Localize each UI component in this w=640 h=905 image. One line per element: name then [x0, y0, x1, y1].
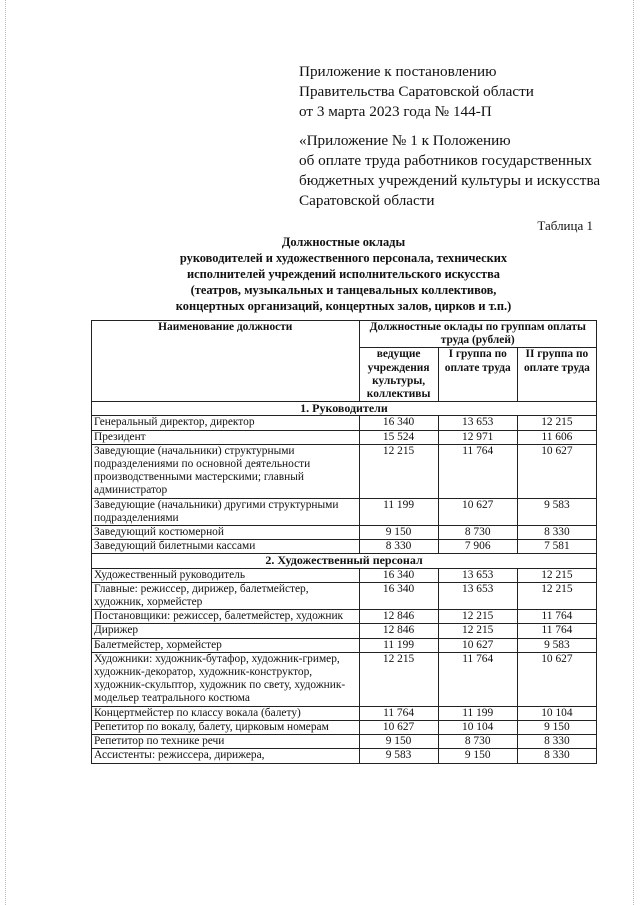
salary-group-2: 8 330 — [517, 526, 596, 540]
position-name: Генеральный директор, директор — [92, 416, 360, 430]
section-row — [92, 402, 597, 416]
group-1-header: I группа по оплате труда — [438, 348, 517, 402]
salary-group-1: 11 764 — [438, 652, 517, 706]
salary-group-1: 10 104 — [438, 720, 517, 734]
salary-group-2: 10 104 — [517, 706, 596, 720]
salary-leading: 16 340 — [359, 582, 438, 609]
section-title: 2. Художественный персонал — [92, 554, 597, 568]
table-row — [92, 735, 597, 749]
table-row — [92, 416, 597, 430]
position-name: Репетитор по технике речи — [92, 735, 360, 749]
salary-group-1: 13 653 — [438, 582, 517, 609]
table-row — [92, 568, 597, 582]
table-row — [92, 652, 597, 706]
salary-group-1: 11 199 — [438, 706, 517, 720]
table-row — [92, 720, 597, 734]
table-row — [92, 706, 597, 720]
table-row — [92, 624, 597, 638]
salary-group-1: 8 730 — [438, 526, 517, 540]
scan-left-edge — [5, 0, 7, 905]
salary-leading: 15 524 — [359, 430, 438, 444]
position-name: Дирижер — [92, 624, 360, 638]
position-name: Заведующий билетными кассами — [92, 540, 360, 554]
title-line: руководителей и художественного персонала, технических — [179, 251, 508, 265]
position-name: Постановщики: режиссер, балетмейстер, художник — [92, 610, 360, 624]
salary-groups-header: Должностные оклады по группам оплаты труда (рублей) — [359, 321, 597, 348]
table-row — [92, 638, 597, 652]
table-number-label: Таблица 1 — [537, 218, 593, 233]
position-name: Концертмейстер по классу вокала (балету) — [92, 706, 360, 720]
salary-leading: 12 846 — [359, 624, 438, 638]
salary-leading: 9 583 — [359, 749, 438, 763]
appendix-reference — [299, 131, 600, 211]
salary-group-2: 7 581 — [517, 540, 596, 554]
salary-group-1: 10 627 — [438, 498, 517, 525]
appendix-line: бюджетных учреждений культуры и искусства — [299, 172, 601, 189]
appendix-line: Саратовской области — [299, 192, 435, 209]
salary-group-2: 12 215 — [517, 582, 596, 609]
salary-group-2: 11 606 — [517, 430, 596, 444]
salary-group-1: 10 627 — [438, 638, 517, 652]
salary-group-1: 8 730 — [438, 735, 517, 749]
position-name: Главные: режиссер, дирижер, балетмейстер, художник, хормейстер — [92, 582, 360, 609]
header-line: Правительства Саратовской области — [299, 83, 534, 100]
table-row — [92, 582, 597, 609]
table-row — [92, 430, 597, 444]
salary-leading: 8 330 — [359, 540, 438, 554]
salary-leading: 16 340 — [359, 416, 438, 430]
table-row — [92, 444, 597, 498]
salary-leading: 16 340 — [359, 568, 438, 582]
header-line: Приложение к постановлению — [299, 63, 497, 80]
appendix-line: «Приложение № 1 к Положению — [299, 132, 511, 149]
salary-group-2: 8 330 — [517, 735, 596, 749]
salary-group-2: 9 150 — [517, 720, 596, 734]
position-name: Художники: художник-бутафор, художник-гример, художник-декоратор, художник-конструктор, художник-скульптор, художник по свету, художник-модельер театрального костюма — [92, 652, 360, 706]
salary-group-2: 9 583 — [517, 638, 596, 652]
leading-institutions-header: ведущие учреждения культуры, коллективы — [359, 348, 438, 402]
table-row — [92, 610, 597, 624]
table-row — [92, 540, 597, 554]
salary-leading: 9 150 — [359, 526, 438, 540]
salary-leading: 12 215 — [359, 652, 438, 706]
salary-group-2: 8 330 — [517, 749, 596, 763]
salary-leading: 11 199 — [359, 638, 438, 652]
table-row — [92, 749, 597, 763]
position-name: Балетмейстер, хормейстер — [92, 638, 360, 652]
appendix-line: об оплате труда работников государственных — [299, 152, 592, 169]
table-header-row — [92, 321, 597, 348]
title-line: (театров, музыкальных и танцевальных коллективов, — [190, 283, 497, 297]
salary-group-1: 13 653 — [438, 568, 517, 582]
salary-leading: 9 150 — [359, 735, 438, 749]
position-name: Президент — [92, 430, 360, 444]
salary-group-2: 12 215 — [517, 416, 596, 430]
position-name: Заведующие (начальники) структурными подразделениями по основной деятельности производственными мастерскими; главный администратор — [92, 444, 360, 498]
salary-leading: 10 627 — [359, 720, 438, 734]
salary-leading: 12 846 — [359, 610, 438, 624]
header-line: от 3 марта 2023 года № 144-П — [299, 103, 492, 120]
salary-group-1: 11 764 — [438, 444, 517, 498]
salary-table — [91, 320, 597, 764]
title-line: Должностные оклады — [281, 235, 406, 249]
salary-group-1: 12 215 — [438, 610, 517, 624]
resolution-reference — [299, 62, 534, 122]
position-column-header: Наименование должности — [92, 321, 360, 402]
position-name: Художественный руководитель — [92, 568, 360, 582]
salary-group-1: 12 971 — [438, 430, 517, 444]
salary-group-2: 12 215 — [517, 568, 596, 582]
title-line: концертных организаций, концертных залов, цирков и т.п.) — [175, 299, 512, 313]
salary-leading: 11 199 — [359, 498, 438, 525]
salary-group-1: 12 215 — [438, 624, 517, 638]
position-name: Ассистенты: режиссера, дирижера, — [92, 749, 360, 763]
salary-leading: 12 215 — [359, 444, 438, 498]
scan-right-edge — [633, 0, 635, 905]
salary-group-1: 13 653 — [438, 416, 517, 430]
position-name: Заведующий костюмерной — [92, 526, 360, 540]
table-title — [92, 234, 595, 314]
salary-group-2: 10 627 — [517, 444, 596, 498]
position-name: Репетитор по вокалу, балету, цирковым номерам — [92, 720, 360, 734]
position-name: Заведующие (начальники) другими структурными подразделениями — [92, 498, 360, 525]
table-row — [92, 498, 597, 525]
table-row — [92, 526, 597, 540]
salary-group-2: 9 583 — [517, 498, 596, 525]
salary-group-1: 9 150 — [438, 749, 517, 763]
section-title: 1. Руководители — [92, 402, 597, 416]
section-row — [92, 554, 597, 568]
group-2-header: II группа по оплате труда — [517, 348, 596, 402]
salary-group-2: 10 627 — [517, 652, 596, 706]
salary-group-2: 11 764 — [517, 610, 596, 624]
salary-leading: 11 764 — [359, 706, 438, 720]
salary-group-1: 7 906 — [438, 540, 517, 554]
title-line: исполнителей учреждений исполнительского искусства — [187, 267, 500, 281]
salary-group-2: 11 764 — [517, 624, 596, 638]
